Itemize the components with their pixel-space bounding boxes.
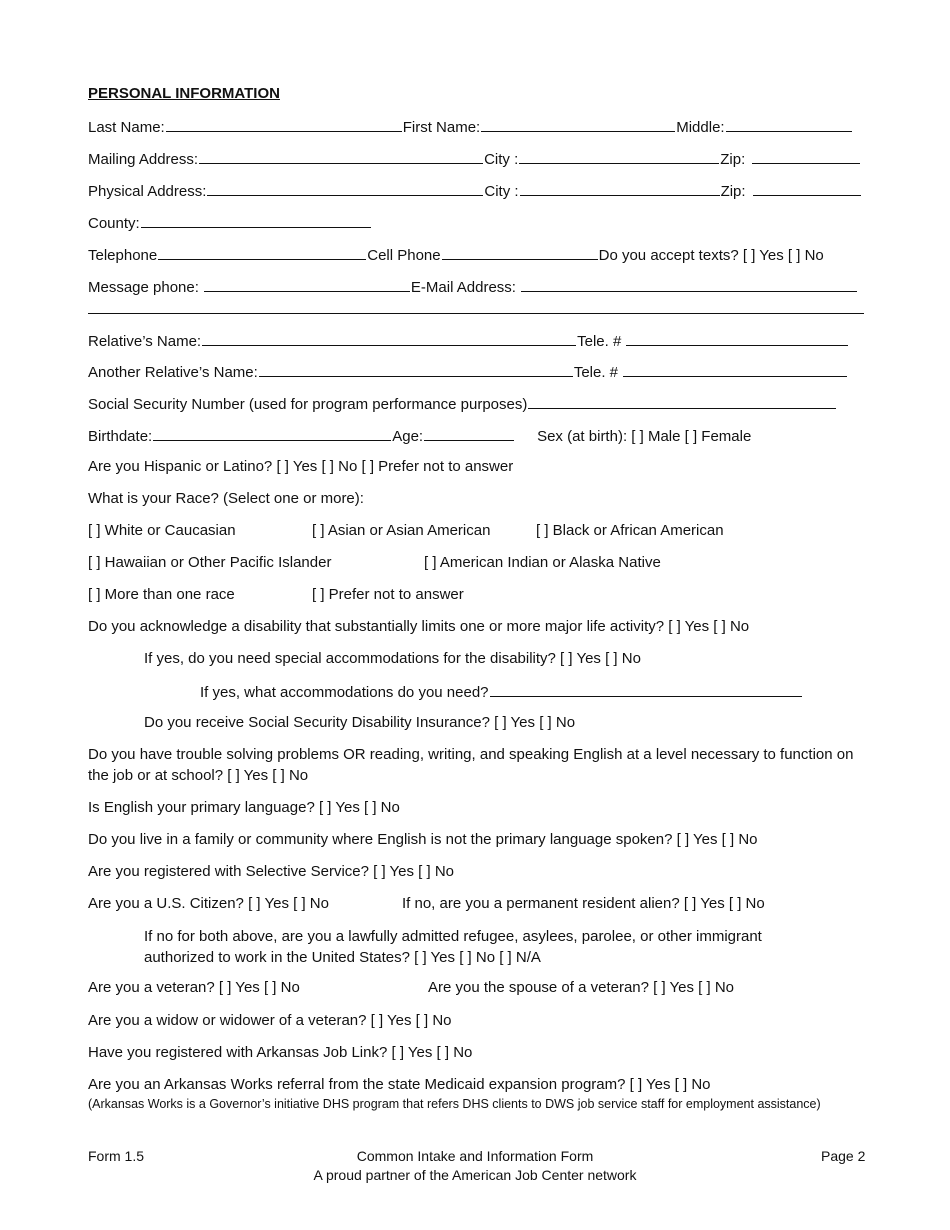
relative-tele-label: Tele. # <box>577 333 622 350</box>
email-field[interactable] <box>521 276 857 292</box>
veteran-question[interactable]: Are you a veteran? [ ] Yes [ ] No <box>88 979 300 996</box>
section-title: PERSONAL INFORMATION <box>88 85 280 102</box>
form-number: Form 1.5 <box>88 1148 145 1164</box>
another-relative-field[interactable] <box>259 361 573 377</box>
ssn-field[interactable] <box>528 393 836 409</box>
age-label: Age: <box>392 428 424 445</box>
english-primary-question[interactable]: Is English your primary language? [ ] Yes [ ] No <box>88 799 400 816</box>
physical-city-field[interactable] <box>520 180 720 196</box>
physical-address-field[interactable] <box>207 180 483 196</box>
mailing-zip-field[interactable] <box>752 148 860 164</box>
selective-service-question[interactable]: Are you registered with Selective Service? [ ] Yes [ ] No <box>88 863 455 880</box>
another-relative-tele-label: Tele. # <box>573 364 619 381</box>
works-referral-question[interactable]: Are you an Arkansas Works referral from the state Medicaid expansion program? [ ] Yes [ ] No <box>88 1076 711 1093</box>
which-accommodations-row <box>200 681 803 701</box>
name-row <box>88 116 853 136</box>
birthdate-row <box>88 425 751 445</box>
last-name-field[interactable] <box>166 116 402 132</box>
cell-phone-field[interactable] <box>442 244 598 260</box>
widow-veteran-question[interactable]: Are you a widow or widower of a veteran? [ ] Yes [ ] No <box>88 1012 452 1029</box>
sex-question[interactable]: Sex (at birth): [ ] Male [ ] Female <box>537 428 752 445</box>
race-prompt: What is your Race? (Select one or more): <box>88 490 364 507</box>
last-name-label: Last Name: <box>88 119 165 136</box>
race-multi-option[interactable]: [ ] More than one race <box>88 586 235 603</box>
county-label: County: <box>88 215 140 232</box>
middle-label: Middle: <box>676 119 725 136</box>
physical-zip-field[interactable] <box>753 180 861 196</box>
first-name-field[interactable] <box>481 116 675 132</box>
message-row <box>88 276 858 296</box>
physical-address-label: Physical Address: <box>88 183 207 200</box>
section-divider <box>88 313 864 314</box>
another-relative-tele-field[interactable] <box>623 361 847 377</box>
cell-phone-label: Cell Phone <box>367 247 441 264</box>
ssdi-question[interactable]: Do you receive Social Security Disability Insurance? [ ] Yes [ ] No <box>144 714 576 731</box>
refugee-question[interactable]: If no for both above, are you a lawfully admitted refugee, asylees, parolee, or other immigrant authorized to work in the United States? [ ] Yes [ ] No [ ] N/A <box>144 928 762 966</box>
mailing-city-field[interactable] <box>519 148 719 164</box>
middle-field[interactable] <box>726 116 852 132</box>
race-black-option[interactable]: [ ] Black or African American <box>536 522 724 539</box>
relative-name-label: Relative’s Name: <box>88 333 202 350</box>
race-asian-option[interactable]: [ ] Asian or Asian American <box>312 522 491 539</box>
physical-row <box>88 180 862 200</box>
telephone-label: Telephone <box>88 247 158 264</box>
physical-zip-label: Zip: <box>720 183 746 200</box>
english-family-question[interactable]: Do you live in a family or community where English is not the primary language spoken? [ ] Yes [ ] No <box>88 831 758 848</box>
first-name-label: First Name: <box>402 119 481 136</box>
resident-alien-question[interactable]: If no, are you a permanent resident alien? [ ] Yes [ ] No <box>402 895 765 912</box>
relative-row <box>88 330 849 350</box>
partner-text: A proud partner of the American Job Center network <box>313 1167 637 1183</box>
accommodations-question[interactable]: If yes, do you need special accommodations for the disability? [ ] Yes [ ] No <box>144 650 641 667</box>
birthdate-field[interactable] <box>153 425 391 441</box>
which-accommodations-field[interactable] <box>490 681 802 697</box>
disability-question[interactable]: Do you acknowledge a disability that substantially limits one or more major life activity? [ ] Yes [ ] No <box>88 618 750 635</box>
works-referral-note: (Arkansas Works is a Governor’s initiative DHS program that refers DHS clients to DWS job service staff for employment assistance) <box>88 1097 821 1111</box>
mailing-row <box>88 148 861 168</box>
accept-texts-question[interactable]: Do you accept texts? [ ] Yes [ ] No <box>598 247 824 264</box>
another-relative-label: Another Relative’s Name: <box>88 364 258 381</box>
race-white-option[interactable]: [ ] White or Caucasian <box>88 522 236 539</box>
message-phone-field[interactable] <box>204 276 410 292</box>
relative-name-field[interactable] <box>202 330 576 346</box>
physical-city-label: City : <box>484 183 519 200</box>
trouble-question[interactable]: Do you have trouble solving problems OR reading, writing, and speaking English at a level necessary to function on the job or at school? [ ] Yes [ ] No <box>88 746 854 784</box>
age-field[interactable] <box>424 425 514 441</box>
mailing-zip-label: Zip: <box>720 151 746 168</box>
mailing-address-field[interactable] <box>199 148 483 164</box>
telephone-field[interactable] <box>158 244 366 260</box>
message-phone-label: Message phone: <box>88 279 199 296</box>
job-link-question[interactable]: Have you registered with Arkansas Job Link? [ ] Yes [ ] No <box>88 1044 473 1061</box>
mailing-address-label: Mailing Address: <box>88 151 199 168</box>
page-number: Page 2 <box>821 1148 866 1164</box>
form-title: Common Intake and Information Form <box>356 1148 594 1164</box>
mailing-city-label: City : <box>484 151 519 168</box>
which-accommodations-label: If yes, what accommodations do you need? <box>200 684 489 701</box>
email-label: E-Mail Address: <box>410 279 516 296</box>
county-field[interactable] <box>141 212 371 228</box>
citizen-question[interactable]: Are you a U.S. Citizen? [ ] Yes [ ] No <box>88 895 329 912</box>
relative-tele-field[interactable] <box>626 330 848 346</box>
spouse-veteran-question[interactable]: Are you the spouse of a veteran? [ ] Yes [ ] No <box>428 979 735 996</box>
birthdate-label: Birthdate: <box>88 428 153 445</box>
hispanic-question[interactable]: Are you Hispanic or Latino? [ ] Yes [ ] No [ ] Prefer not to answer <box>88 458 514 475</box>
race-hawaiian-option[interactable]: [ ] Hawaiian or Other Pacific Islander <box>88 554 332 571</box>
another-relative-row <box>88 361 848 381</box>
telephone-row <box>88 244 824 264</box>
ssn-row <box>88 393 837 413</box>
ssn-label: Social Security Number (used for program performance purposes) <box>88 396 528 413</box>
race-prefer-option[interactable]: [ ] Prefer not to answer <box>312 586 464 603</box>
race-native-option[interactable]: [ ] American Indian or Alaska Native <box>424 554 661 571</box>
form-page <box>88 0 864 1230</box>
county-row <box>88 212 372 232</box>
